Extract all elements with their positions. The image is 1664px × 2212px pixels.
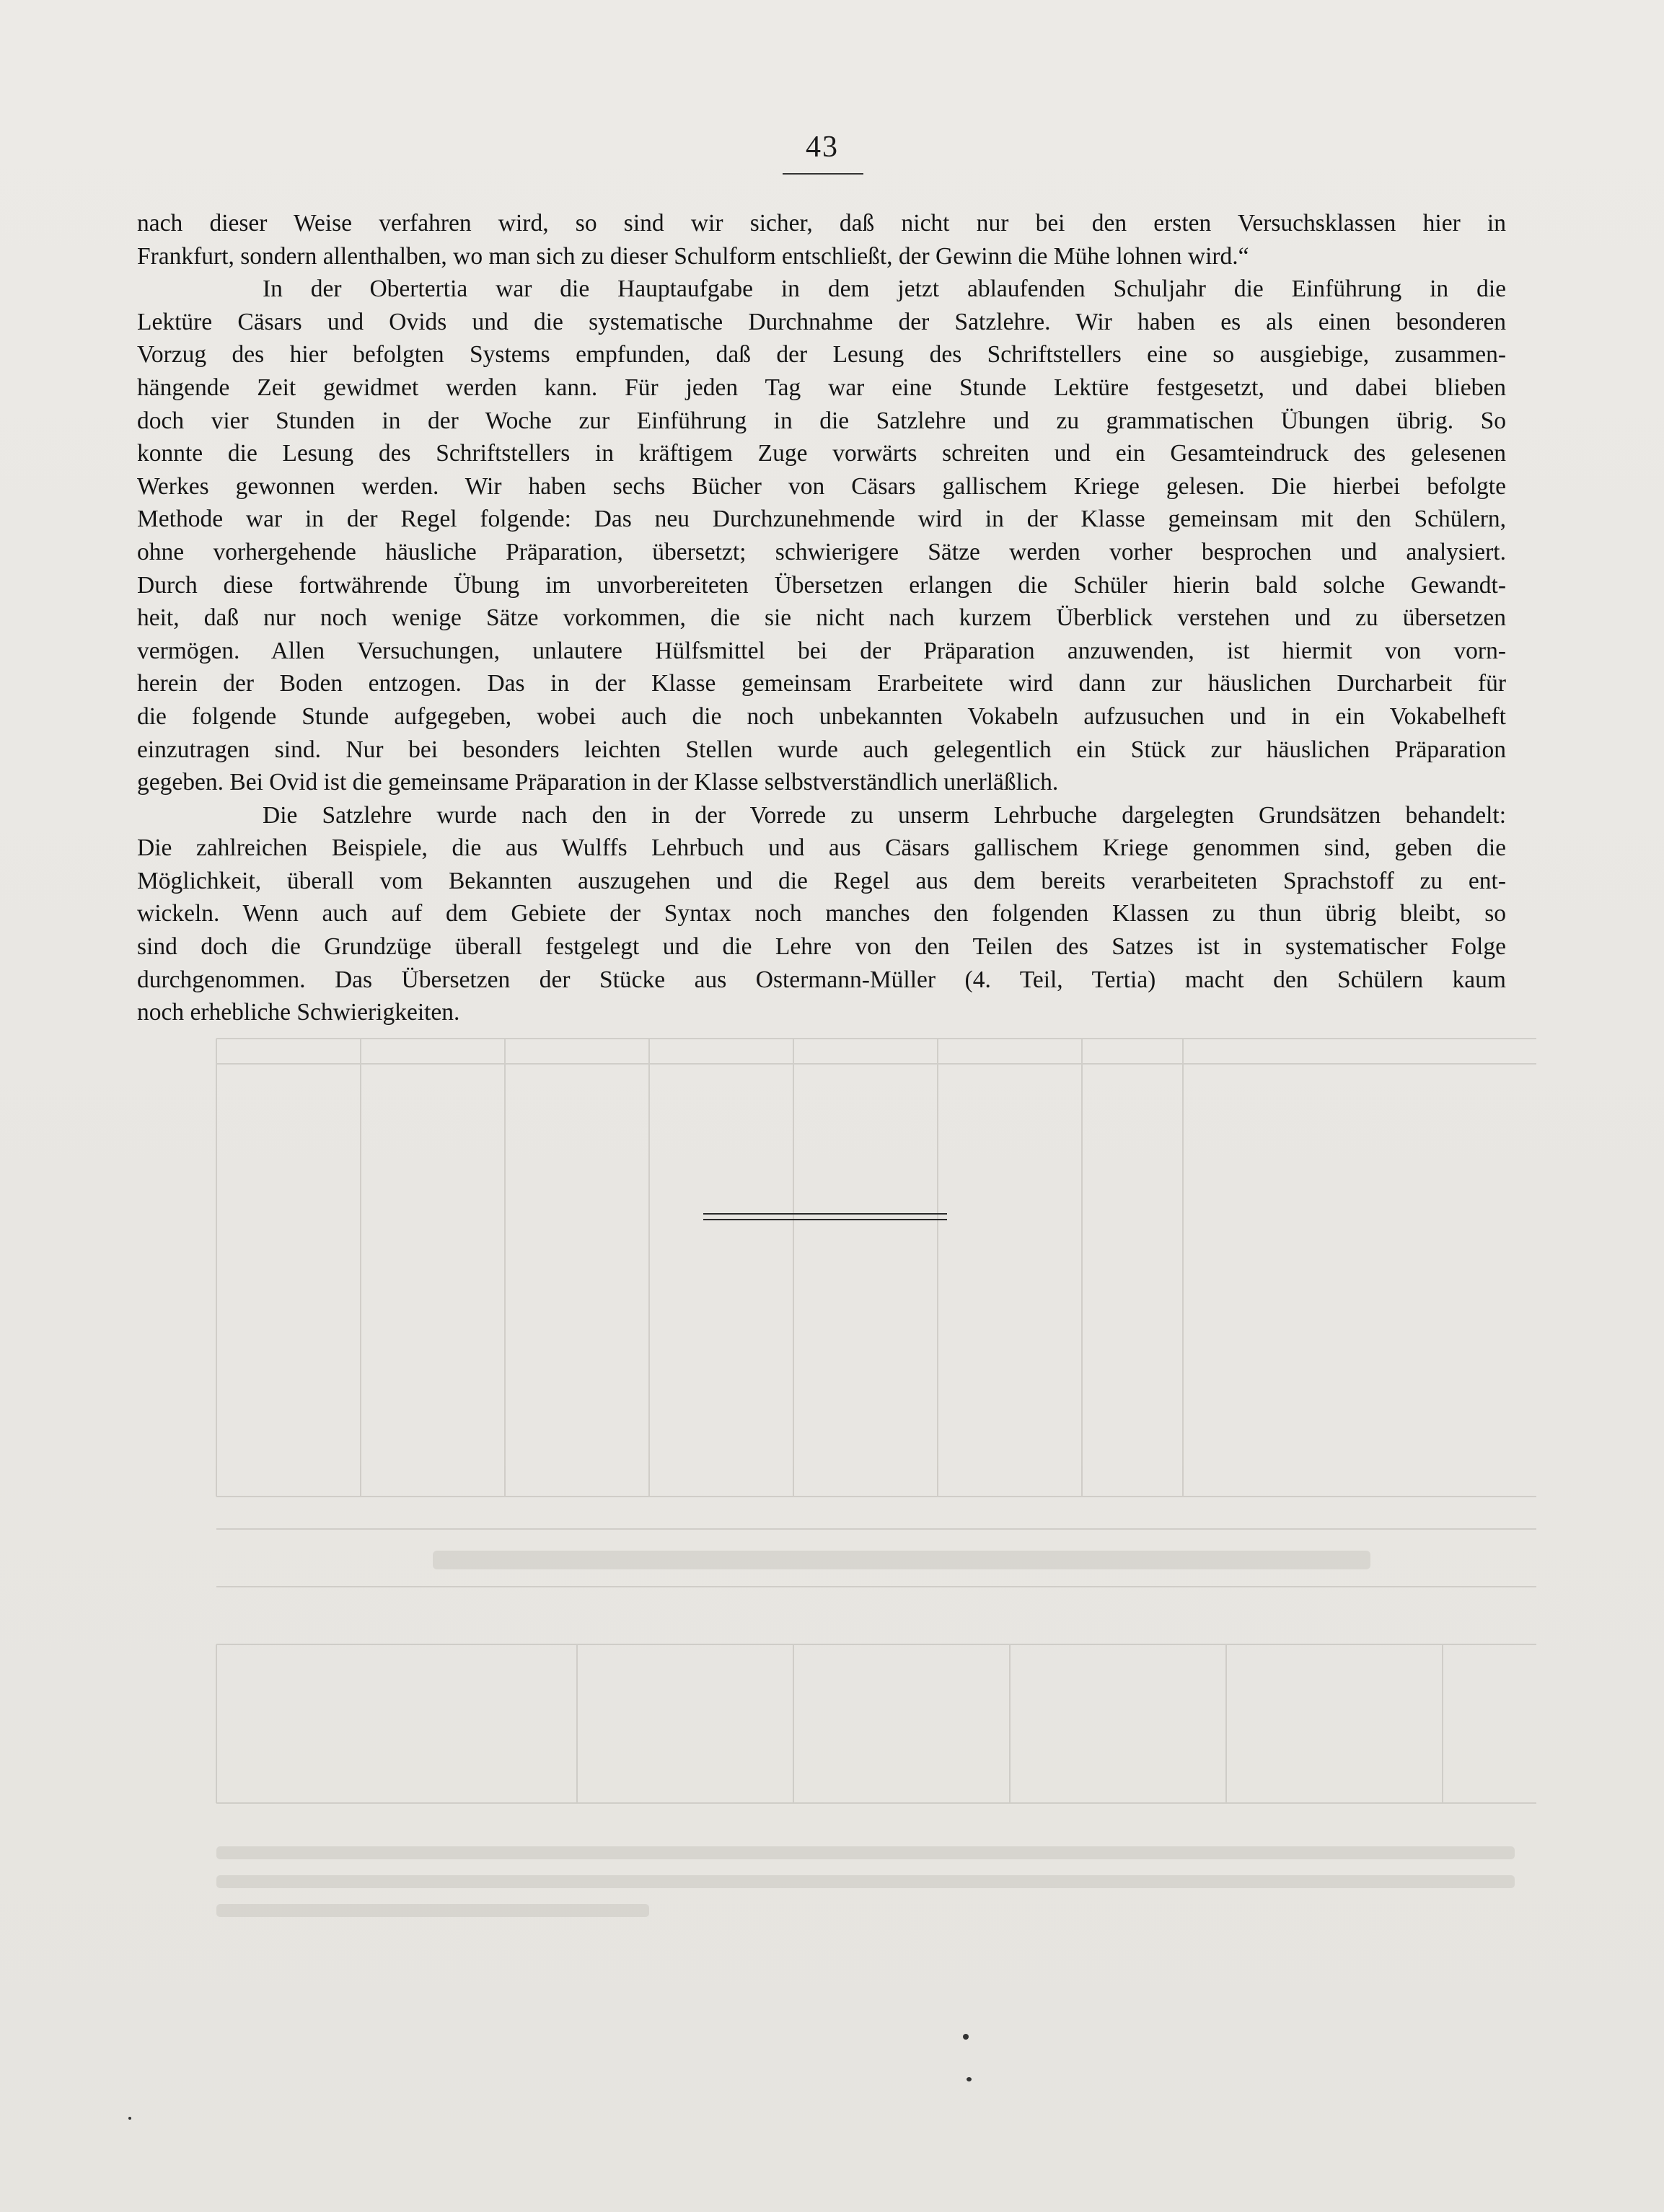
text-line: herein der Boden entzogen. Das in der Klasse gemeinsam Erarbeitete wird dann zur häuslichen Durcharbeit für — [137, 670, 1506, 697]
text-line: nach dieser Weise verfahren wird, so sind wir sicher, daß nicht nur bei den ersten Versuchsklassen hier in — [137, 210, 1506, 237]
text-line: hängende Zeit gewidmet werden kann. Für jeden Tag war eine Stunde Lektüre festgesetzt, und dabei blieben — [137, 374, 1506, 401]
text-line: Die zahlreichen Beispiele, die aus Wulffs Lehrbuch und aus Cäsars gallischem Kriege genommen sind, geben die — [137, 834, 1506, 862]
ink-speck — [963, 2034, 969, 2040]
text-line: noch erhebliche Schwierigkeiten. — [137, 999, 460, 1026]
text-line: heit, daß nur noch wenige Sätze vorkommen, die sie nicht nach kurzem Überblick verstehen und zu übersetzen — [137, 604, 1506, 632]
text-line: doch vier Stunden in der Woche zur Einführung in die Satzlehre und zu grammatischen Übungen übrig. So — [137, 407, 1506, 434]
text-line: Die Satzlehre wurde nach den in der Vorrede zu unserm Lehrbuche dargelegten Grundsätzen behandelt: — [263, 801, 1506, 829]
text-line: wickeln. Wenn auch auf dem Gebiete der Syntax noch manches den folgenden Klassen zu thun übrig bleibt, so — [137, 900, 1506, 927]
text-line: konnte die Lesung des Schriftstellers in kräftigem Zuge vorwärts schreiten und ein Gesamteindruck des gelesenen — [137, 440, 1506, 467]
ink-speck — [967, 2077, 972, 2081]
text-line: ohne vorhergehende häusliche Präparation, übersetzt; schwierigere Sätze werden vorher besprochen und analysiert. — [137, 538, 1506, 565]
section-divider-top — [703, 1213, 947, 1215]
text-line: Werkes gewonnen werden. Wir haben sechs Bücher von Cäsars gallischem Kriege gelesen. Die hierbei befolgte — [137, 472, 1506, 500]
text-line: In der Obertertia war die Hauptaufgabe in dem jetzt ablaufenden Schuljahr die Einführung in die — [263, 276, 1506, 303]
text-line: Methode war in der Regel folgende: Das neu Durchzunehmende wird in der Klasse gemeinsam mit den Schülern, — [137, 506, 1506, 533]
text-line: gegeben. Bei Ovid ist die gemeinsame Präparation in der Klasse selbstverständlich unerläßlich. — [137, 769, 1059, 796]
text-line: Frankfurt, sondern allenthalben, wo man sich zu dieser Schulform entschließt, der Gewinn die Mühe lohnen wird.“ — [137, 242, 1249, 270]
text-line: durchgenommen. Das Übersetzen der Stücke aus Ostermann-Müller (4. Teil, Tertia) macht den Schülern kaum — [137, 966, 1506, 993]
section-divider-bottom — [703, 1219, 947, 1220]
text-line: die folgende Stunde aufgegeben, wobei auch die noch unbekannten Vokabeln aufzusuchen und in ein Vokabelheft — [137, 702, 1506, 730]
page-number-rule — [783, 173, 863, 175]
text-line: vermögen. Allen Versuchungen, unlautere Hülfsmittel bei der Präparation anzuwenden, ist hiermit von vorn- — [137, 637, 1506, 664]
text-line: Lektüre Cäsars und Ovids und die systematische Durchnahme der Satzlehre. Wir haben es als einen besonderen — [137, 308, 1506, 335]
ink-speck — [128, 2117, 131, 2120]
page-number: 43 — [806, 131, 839, 164]
text-line: einzutragen sind. Nur bei besonders leichten Stellen wurde auch gelegentlich ein Stück zur häuslichen Präparation — [137, 736, 1506, 763]
text-line: sind doch die Grundzüge überall festgelegt und die Lehre von den Teilen des Satzes ist in systematischer Folge — [137, 933, 1506, 961]
body-text — [137, 207, 1506, 1029]
text-line: Durch diese fortwährende Übung im unvorbereiteten Übersetzen erlangen die Schüler hierin bald solche Gewandt- — [137, 571, 1506, 599]
text-line: Vorzug des hier befolgten Systems empfunden, daß der Lesung des Schriftstellers eine so ausgiebige, zusammen- — [137, 341, 1506, 369]
text-line: Möglichkeit, überall vom Bekannten auszugehen und die Regel aus dem bereits verarbeiteten Sprachstoff zu ent- — [137, 867, 1506, 894]
